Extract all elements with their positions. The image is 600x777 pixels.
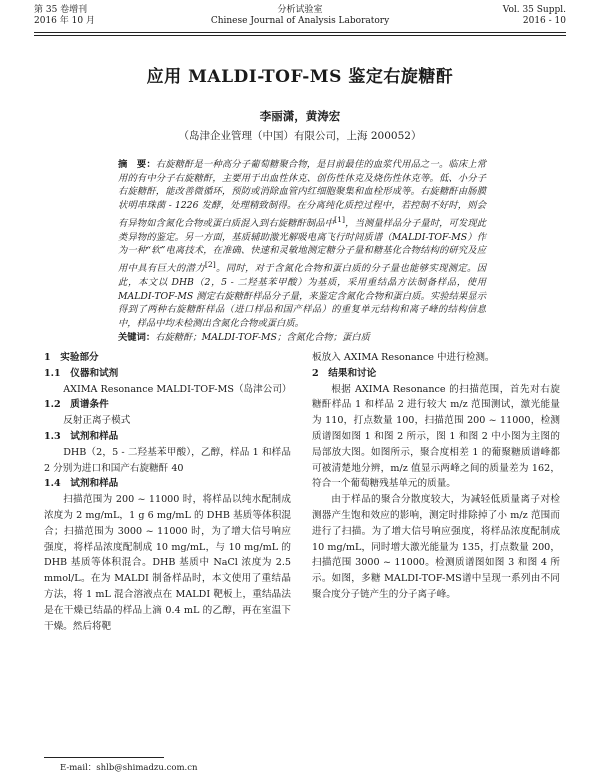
left-column [44,350,291,634]
abstract-text-b: ，当测量样品分子量时，可发现此类异物的鉴定。另一方面，基质辅助激光解吸电离飞行时间质谱（MALDI-TOF-MS）作为一种“软”电离技术，在准确、快速和灵敏地测定糖分子量和糖基化合物结构的研究及应用中具有巨大的潜力 [118,217,487,275]
citation-1: [1] [334,214,346,224]
header-journal-en: Chinese Journal of Analysis Laboratory [210,16,390,26]
footnote-rule [44,757,164,758]
header-rule-top [34,32,566,33]
header-date-en: 2016 - 10 [522,16,566,26]
header-rule-bottom [34,35,566,36]
citation-2: [2] [204,260,216,270]
section-2-paragraph-1: 根据 AXIMA Resonance 的扫描范围，首先对右旋糖酐样品 1 和样品 2 进行较大 m/z 范围测试，激光能量为 110，打点数量 100，扫描范围 200 ~ 11000，检测质谱图如图 1 和图 2 所示，图 1 和图 2 中小图为主图的局部放大图。如图所示，聚合度相差 1 的葡聚糖质谱峰都可被清楚地分辨，m/z 值显示两峰之间的质量差为 162，符合一个葡萄糖残基单元的质量。 [312,383,560,490]
header-center [34,5,566,27]
section-1-2-heading: 1.2 质谱条件 [44,399,109,411]
keywords-text: 右旋糖酐；MALDI-TOF-MS；含氮化合物；蛋白质 [155,331,370,343]
abstract-text-a: 右旋糖酐是一种高分子葡萄糖聚合物，是目前最佳的血浆代用品之一。临床上常用的有中分子右旋糖酐，主要用于出血性休克、创伤性休克及烧伤性休克等。低、小分子右旋糖酐，能改善微循环，预防或消除血管内红细胞聚集和血栓形成等。右旋糖酐由肠膜状明串珠菌 - 1226 发酵，处理精致制得。在分离纯化质控过程中，若控制不好时，则会有异物如含氮化合物或蛋白质混入到右旋糖酐制品中 [118,159,486,229]
right-column [312,350,560,603]
section-1-2-text: 反射正离子模式 [63,415,131,427]
section-2-paragraph-2: 由于样品的聚合分散度较大，为减轻低质量离子对检测器产生饱和效应的影响，测定时排除掉了小 m/z 范围而进行了扫描。为了增大信号响应强度，将样品浓度配制成 10 mg/mL，同时增大激光能量为 135，打点数量 200，扫描范围 3000 ~ 11000。检测质谱图如图 3 和图 4 所示。如图，多糖 MALDI-TOF-MS谱中呈现一系列由不同聚合度分子链产生的分子离子峰。 [312,494,560,600]
abstract-text-c: 。同时，对于含氮化合物和蛋白质的分子量也能够实现测定。因此，本文以 DHB（2，5 - 二羟基苯甲酸）为基质，采用重结晶方法制备样品，使用 MALDI-TOF-MS 测定右旋糖酐样品分子量，来鉴定含氮化合物和蛋白质。实验结果显示得到了两种右旋糖酐样品（进口样品和国产样品）的重复单元结构和离子峰的结构信息中，样品中均未检测出含氮化合物或蛋白质。 [118,263,487,329]
keywords-label: 关键词： [118,331,156,343]
header-volume-cn: 第 35 卷增刊 [34,5,88,15]
paper-authors: 李丽潇，黄涛宏 [259,109,341,123]
paper-affiliation: （岛津企业管理（中国）有限公司，上海 200052） [178,130,422,142]
header-right [503,5,566,27]
section-2-heading: 2 结果和讨论 [312,367,377,379]
section-1-4-heading: 1.4 试剂和样品 [44,478,119,490]
abstract-label: 摘 要： [118,159,156,170]
section-1-1-heading: 1.1 仪器和试剂 [44,367,119,379]
abstract [118,158,486,344]
paper-title: 应用 MALDI-TOF-MS 鉴定右旋糖酐 [146,67,454,87]
section-1-1-text: AXIMA Resonance MALDI-TOF-MS（岛津公司） [63,383,292,395]
section-1-heading: 1 实验部分 [44,352,99,363]
right-column-continuation: 板放入 AXIMA Resonance 中进行检测。 [312,352,495,363]
keywords-line [118,331,486,345]
section-1-3-heading: 1.3 试剂和样品 [44,430,119,442]
header-volume-en: Vol. 35 Suppl. [502,5,566,15]
section-1-4-text: 扫描范围为 200 ~ 11000 时，将样品以纯水配制成浓度为 2 mg/mL，1 g 6 mg/mL 的 DHB 基质等体积混合；扫描范围为 3000 ~ 11000 时，为了增大信号响应强度，将样品浓度配制成 10 mg/mL，与 10 mg/mL 的 DHB 基质等体积混合。DHB 基质中 NaCl 浓度为 2.5 mmol/L。在为 MALDI 制备样品时，本文使用了重结晶方法，将 1 mL 混合溶液点在 MALDI 靶板上，重结晶法是在干燥已结晶的样品上滴 0.4 mL 的乙醇，再在室温下干燥。然后将靶 [44,494,291,632]
header-date-cn: 2016 年 10 月 [34,16,95,26]
footnote-email: E-mail：shlb@shimadzu.com.cn [60,763,198,773]
section-1-3-text: DHB（2，5 - 二羟基苯甲酸），乙醇，样品 1 和样品 2 分别为进口和国产右旋糖酐 40 [44,446,291,474]
header-journal-cn: 分析试验室 [277,5,323,15]
